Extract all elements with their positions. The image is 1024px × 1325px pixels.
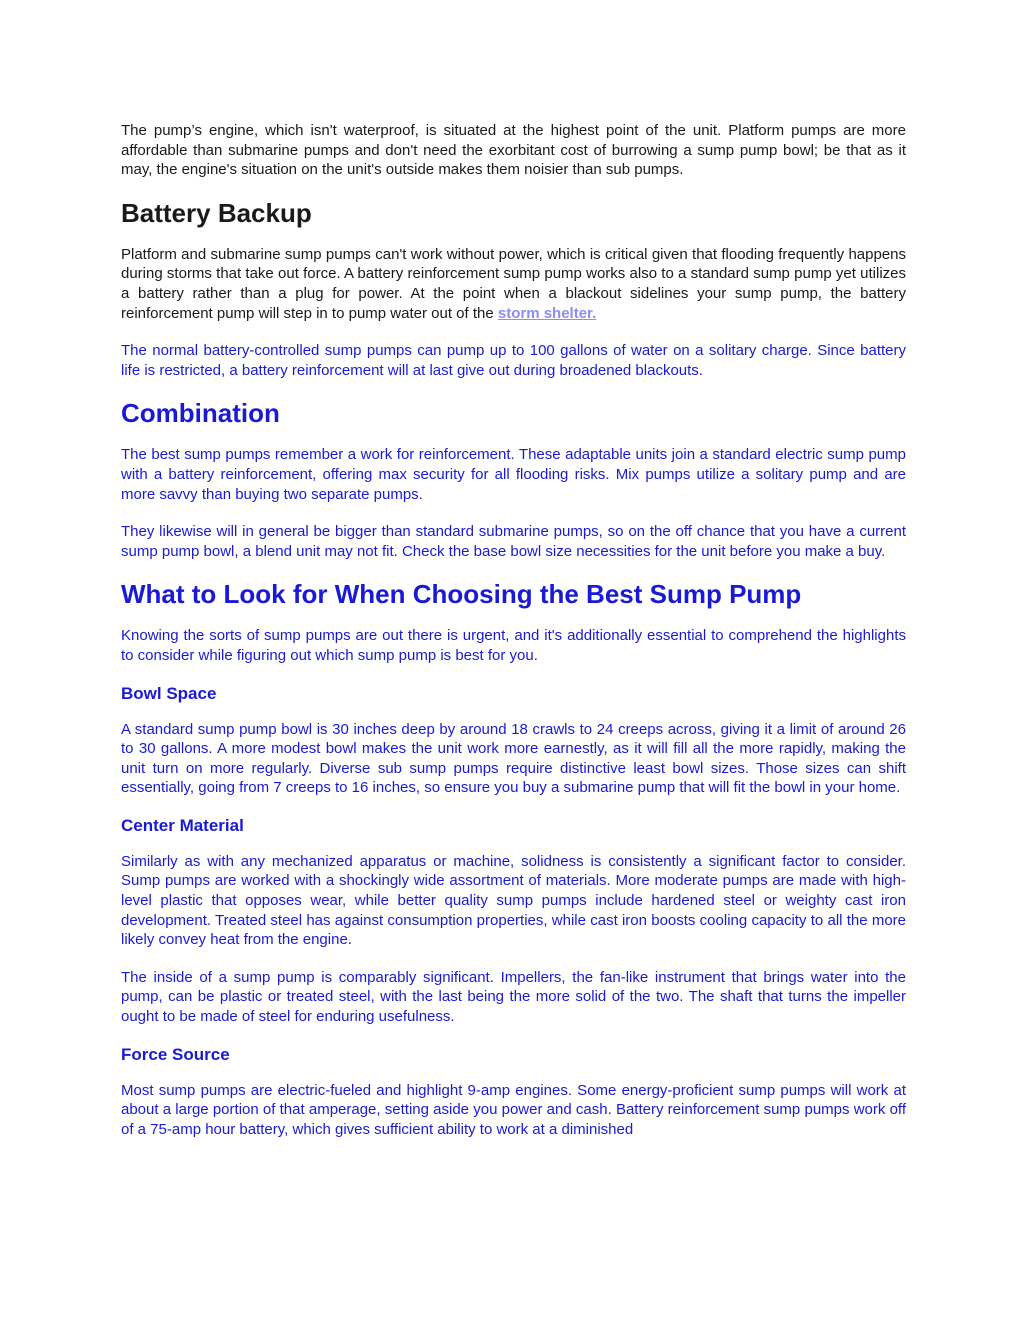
battery-backup-paragraph-2: The normal battery-controlled sump pumps can pump up to 100 gallons of water on a solitary charge. Since battery life is restricted, a battery reinforcement will at last give out during broadened blackouts. — [121, 342, 906, 379]
heading-force-source: Force Source — [121, 1044, 230, 1064]
battery-backup-paragraph-1 — [121, 245, 906, 323]
battery-backup-paragraph-1-text: Platform and submarine sump pumps can't work without power, which is critical given that flooding frequently happens during storms that take out force. A battery reinforcement sump pump works also to a standard sump pump yet utilizes a battery rather than a plug for power. At the point when a blackout sidelines your sump pump, the battery reinforcement pump will step in to pump water out of the — [121, 245, 906, 322]
heading-choosing: What to Look for When Choosing the Best Sump Pump — [121, 579, 802, 610]
combination-paragraph-2: They likewise will in general be bigger than standard submarine pumps, so on the off chance that you have a current sump pump bowl, a blend unit may not fit. Check the base bowl size necessities for the unit before you make a buy. — [121, 523, 906, 560]
center-material-paragraph-2: The inside of a sump pump is comparably significant. Impellers, the fan-like instrument that brings water into the pump, can be plastic or treated steel, with the last being the more solid of the two. The shaft that turns the impeller ought to be made of steel for enduring usefulness. — [121, 968, 906, 1026]
bowl-space-paragraph: A standard sump pump bowl is 30 inches deep by around 18 crawls to 24 creeps across, giving it a limit of around 26 to 30 gallons. A more modest bowl makes the unit work more earnestly, as it will fill all the more rapidly, making the unit turn on more regularly. Diverse sub sump pumps require distinctive least bowl sizes. Those sizes can shift essentially, going from 7 creeps to 16 inches, so ensure you buy a submarine pump that will fit the bowl in your home. — [121, 720, 906, 797]
center-material-paragraph-1: Similarly as with any mechanized apparatus or machine, solidness is consistently a significant factor to consider. Sump pumps are worked with a shockingly wide assortment of materials. More moderate pumps are made with high-level plastic that opposes wear, while better quality sump pumps include hardened steel or weighty cast iron development. Treated steel has against consumption properties, while cast iron boosts cooling capacity to all the more likely convey heat from the engine. — [121, 852, 906, 949]
heading-bowl-space: Bowl Space — [121, 683, 217, 703]
storm-shelter-link[interactable]: storm shelter. — [497, 304, 597, 322]
combination-paragraph-1: The best sump pumps remember a work for reinforcement. These adaptable units join a standard electric sump pump with a battery reinforcement, offering max security for all flooding risks. Mix pumps utilize a solitary pump and are more savvy than buying two separate pumps. — [121, 446, 906, 503]
intro-paragraph: The pump’s engine, which isn't waterproof, is situated at the highest point of the unit. Platform pumps are more affordable than submarine pumps and don't need the exorbitant cost of burrowing a sump pump bowl; be that as it may, the engine's situation on the unit's outside makes them noisier than sub pumps. — [121, 122, 906, 179]
heading-combination: Combination — [121, 398, 280, 429]
choosing-paragraph: Knowing the sorts of sump pumps are out there is urgent, and it's additionally essential to comprehend the highlights to consider while figuring out which sump pump is best for you. — [121, 627, 906, 664]
heading-center-material: Center Material — [121, 815, 244, 835]
force-source-paragraph: Most sump pumps are electric-fueled and highlight 9-amp engines. Some energy-proficient sump pumps will work at about a large portion of that amperage, setting aside you power and cash. Battery reinforcement sump pumps work off of a 75-amp hour battery, which gives sufficient ability to work at a diminished — [121, 1081, 906, 1138]
document-page — [121, 121, 906, 1157]
heading-battery-backup: Battery Backup — [121, 197, 312, 228]
